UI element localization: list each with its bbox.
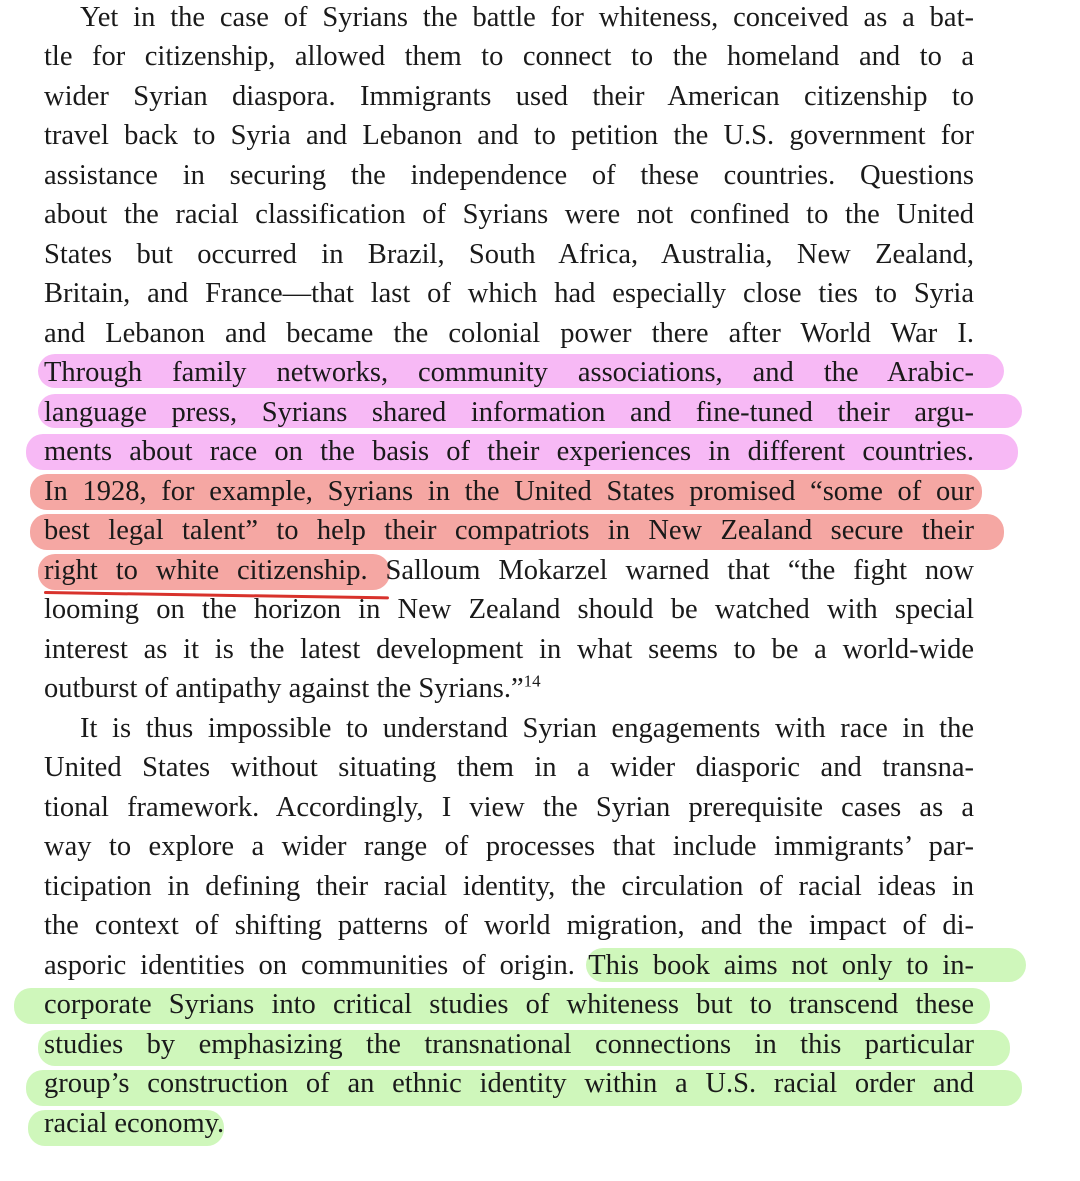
text-line: United States without situating them in a wider diasporic and transna- (44, 752, 974, 783)
text-line: tle for citizenship, allowed them to connect to the homeland and to a (44, 41, 974, 72)
text-line: looming on the horizon in New Zealand should be watched with special (44, 594, 974, 625)
text-line: It is thus impossible to understand Syrian engagements with race in the (80, 713, 974, 744)
text-line: Through family networks, community associations, and the Arabic- (44, 357, 974, 388)
text-line: Yet in the case of Syrians the battle for whiteness, conceived as a bat- (80, 2, 974, 33)
text-line: about the racial classification of Syrians were not confined to the United (44, 199, 974, 230)
text-line: travel back to Syria and Lebanon and to petition the U.S. government for (44, 120, 974, 151)
text-line: outburst of antipathy against the Syrians.” (44, 673, 524, 704)
text-line: racial economy. (44, 1108, 225, 1139)
text-line: States but occurred in Brazil, South Africa, Australia, New Zealand, (44, 239, 974, 270)
text-line-with-footnote (44, 670, 974, 708)
text-line: the context of shifting patterns of world migration, and the impact of di- (44, 910, 974, 941)
text-line: ments about race on the basis of their experiences in different countries. (44, 436, 974, 467)
text-line: Britain, and France—that last of which had especially close ties to Syria (44, 278, 974, 309)
text-line: language press, Syrians shared information and fine-tuned their argu- (44, 397, 974, 428)
text-line: and Lebanon and became the colonial power there after World War I. (44, 318, 974, 349)
text-line: ticipation in defining their racial identity, the circulation of racial ideas in (44, 871, 974, 902)
text-line: best legal talent” to help their compatriots in New Zealand secure their (44, 515, 974, 546)
text-line: In 1928, for example, Syrians in the United States promised “some of our (44, 476, 974, 507)
text-line: group’s construction of an ethnic identity within a U.S. racial order and (44, 1068, 974, 1099)
text-line: right to white citizenship. Salloum Mokarzel warned that “the fight now (44, 555, 974, 586)
text-line: interest as it is the latest development in what seems to be a world-wide (44, 634, 974, 665)
text-line: studies by emphasizing the transnational connections in this particular (44, 1029, 974, 1060)
text-line: corporate Syrians into critical studies of whiteness but to transcend these (44, 989, 974, 1020)
text-line: wider Syrian diaspora. Immigrants used their American citizenship to (44, 81, 974, 112)
text-line: tional framework. Accordingly, I view the Syrian prerequisite cases as a (44, 792, 974, 823)
text-line: way to explore a wider range of processes that include immigrants’ par- (44, 831, 974, 862)
text-line: asporic identities on communities of origin. This book aims not only to in- (44, 950, 974, 981)
text-line: assistance in securing the independence of these countries. Questions (44, 160, 974, 191)
footnote-marker: 14 (523, 671, 541, 691)
